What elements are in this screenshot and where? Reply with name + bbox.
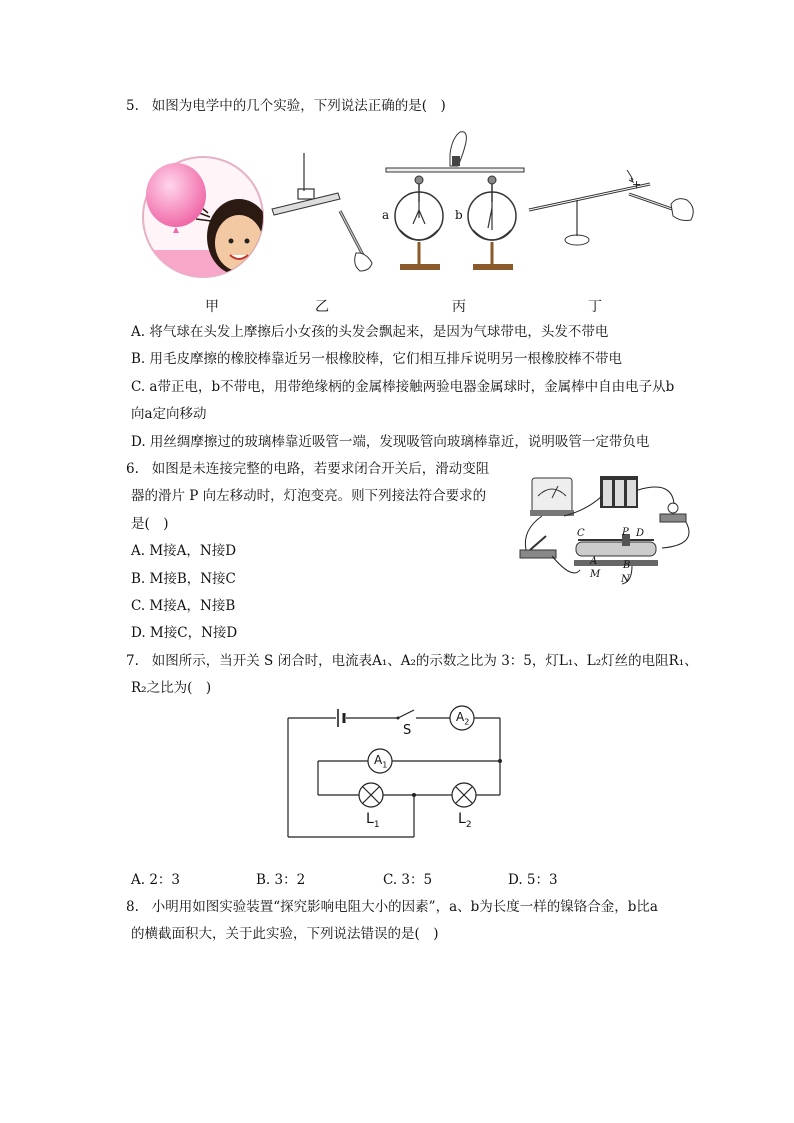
electroscope-label-b: b	[455, 208, 463, 222]
q7-option-b: B. 3：2	[256, 872, 306, 888]
l1-sub: 1	[373, 819, 380, 830]
circuit-label-l1	[366, 811, 380, 830]
q6-stem-line-3: 是( )	[131, 516, 169, 532]
q5-figure-bing	[382, 118, 527, 278]
circuit-label-a1	[374, 753, 387, 769]
circuit-label-a2	[456, 710, 469, 726]
q6-stem-text-1: 如图是未连接完整的电路，若要求闭合开关后，滑动变阻	[151, 461, 490, 477]
q7-option-c: C. 3：5	[383, 872, 433, 888]
q7-stem-line-1	[126, 651, 698, 671]
q5-figure-jia	[136, 155, 271, 280]
l2-letter: L	[458, 811, 466, 827]
q7-option-a: A. 2：3	[131, 872, 181, 888]
q7-number: 7.	[126, 653, 139, 669]
fig-label-jia: 甲	[205, 299, 219, 315]
q6-circuit-figure	[512, 470, 702, 590]
q8-stem-line-2: 的横截面积大，关于此实验，下列说法错误的是( )	[131, 926, 439, 942]
q6-stem-line-2: 器的滑片 P 向左移动时，灯泡变亮。则下列接法符合要求的	[131, 488, 487, 504]
q5-figure-ding	[525, 160, 700, 260]
q5-figure-yi	[268, 153, 378, 278]
q5-option-d: D. 用丝绸摩擦过的玻璃棒靠近吸管一端，发现吸管向玻璃棒靠近，说明吸管一定带负电	[131, 434, 650, 450]
a2-sub: 2	[464, 717, 470, 727]
q8-stem-text-1: 小明用如图实验装置“探究影响电阻大小的因素”，a、b为长度一样的镍铬合金，b比a	[151, 899, 658, 915]
electroscope-label-a: a	[382, 208, 390, 222]
q5-option-b: B. 用毛皮摩擦的橡胶棒靠近另一根橡胶棒，它们相互排斥说明另一根橡胶棒不带电	[131, 351, 623, 367]
rheostat-label-p: P	[622, 527, 629, 538]
a1-letter: A	[374, 753, 383, 767]
a2-letter: A	[456, 710, 465, 724]
q8-stem-line-1	[126, 897, 658, 917]
wire-label-n: N	[621, 574, 630, 585]
q5-number: 5.	[126, 98, 139, 114]
fig-label-bing: 丙	[452, 299, 466, 315]
circuit-label-l2	[458, 811, 472, 830]
q6-option-c: C. M接A，N接B	[131, 598, 236, 614]
q6-option-d: D. M接C，N接D	[131, 625, 238, 641]
q6-number: 6.	[126, 461, 139, 477]
q6-stem-line-1	[126, 459, 489, 479]
q5-option-c: C. a带正电，b不带电，用带绝缘柄的金属棒接触两验电器金属球时，金属棒中自由电子从b	[131, 379, 675, 395]
rheostat-label-c: C	[577, 528, 585, 539]
fig-label-ding: 丁	[588, 299, 602, 315]
rheostat-label-a: A	[590, 556, 598, 567]
circuit-label-s: S	[403, 723, 412, 738]
q6-option-a: A. M接A，N接D	[131, 543, 237, 559]
glass-rod-sign: +	[632, 178, 642, 191]
q7-stem-line-2: R₂之比为( )	[131, 680, 212, 696]
wire-label-m: M	[590, 569, 601, 580]
q5-option-a: A. 将气球在头发上摩擦后小女孩的头发会飘起来，是因为气球带电，头发不带电	[131, 324, 609, 340]
a1-sub: 1	[382, 760, 388, 770]
l2-sub: 2	[465, 819, 472, 830]
rheostat-label-b: B	[623, 560, 631, 571]
rheostat-label-d: D	[636, 528, 645, 539]
q5-stem	[126, 96, 446, 116]
q6-option-b: B. M接B，N接C	[131, 571, 236, 587]
fig-label-yi: 乙	[315, 299, 329, 315]
q8-number: 8.	[126, 899, 139, 915]
q5-stem-text: 如图为电学中的几个实验，下列说法正确的是( )	[151, 98, 446, 114]
q5-option-c-cont: 向a定向移动	[131, 406, 207, 422]
q7-stem-text-1: 如图所示，当开关 S 闭合时，电流表A₁、A₂的示数之比为 3：5，灯L₁、L₂灯丝的电阻R₁、	[151, 653, 698, 669]
q7-option-d: D. 5：3	[508, 872, 558, 888]
l1-letter: L	[366, 811, 374, 827]
